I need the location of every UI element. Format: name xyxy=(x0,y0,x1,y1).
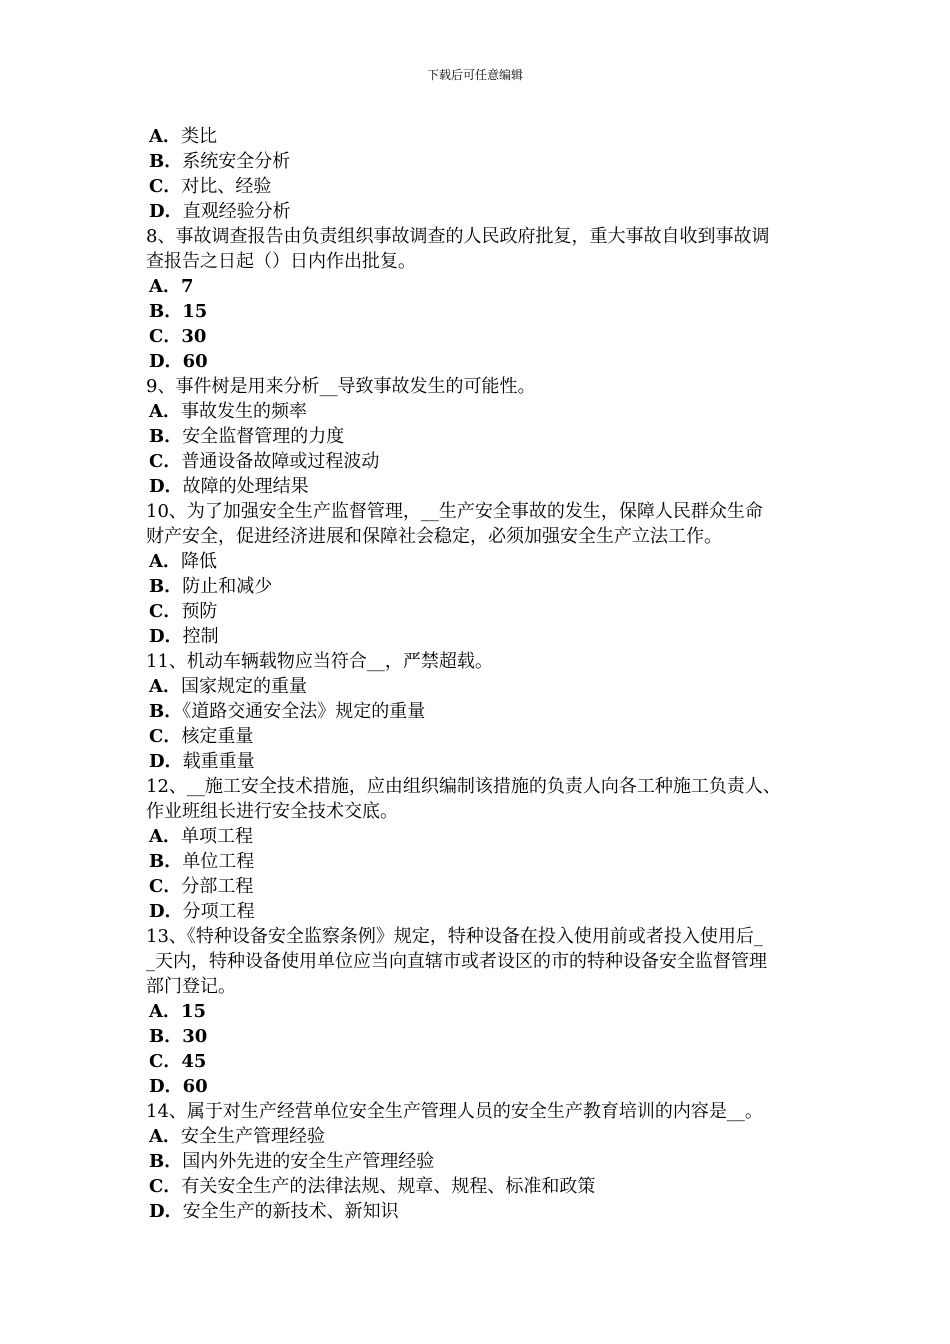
option-letter: C． xyxy=(149,876,182,897)
option-letter: D． xyxy=(149,476,183,497)
option-text: 系统安全分析 xyxy=(182,151,291,172)
option-letter: D． xyxy=(149,626,183,647)
option-letter: C． xyxy=(149,601,182,622)
question-text: 财产安全，促进经济进展和保障社会稳定，必须加强安全生产立法工作。 xyxy=(146,526,722,547)
answer-option xyxy=(146,874,836,899)
option-text: 60 xyxy=(182,351,208,372)
option-letter: D． xyxy=(149,201,183,222)
question-text: 12、__施工安全技术措施，应由组织编制该措施的负责人向各工种施工负责人、 xyxy=(146,776,781,797)
option-letter: B． xyxy=(149,301,183,322)
question-text: _天内，特种设备使用单位应当向直辖市或者设区的市的特种设备安全监督管理 xyxy=(146,951,767,972)
option-letter: A． xyxy=(149,1126,181,1147)
option-letter: D． xyxy=(149,901,183,922)
option-text: 预防 xyxy=(181,601,218,622)
question-text: 14、属于对生产经营单位安全生产管理人员的安全生产教育培训的内容是__。 xyxy=(146,1101,763,1122)
option-letter: C． xyxy=(149,1176,182,1197)
option-text: 45 xyxy=(181,1051,207,1072)
option-letter: A． xyxy=(149,276,181,297)
option-text: 故障的处理结果 xyxy=(182,476,309,497)
option-letter: C． xyxy=(149,326,182,347)
option-letter: D． xyxy=(149,1201,183,1222)
answer-option xyxy=(146,1174,836,1199)
option-letter: A． xyxy=(149,126,181,147)
option-text: 单位工程 xyxy=(182,851,255,872)
option-text: 事故发生的频率 xyxy=(180,401,307,422)
option-text: 类比 xyxy=(180,126,217,147)
answer-option xyxy=(146,274,836,299)
answer-option xyxy=(146,549,836,574)
answer-option xyxy=(146,574,836,599)
option-letter: A． xyxy=(149,401,181,422)
option-letter: B． xyxy=(149,426,183,447)
answer-option xyxy=(146,299,836,324)
answer-option xyxy=(146,1049,836,1074)
question-text: 作业班组长进行安全技术交底。 xyxy=(146,801,398,822)
option-text: 分部工程 xyxy=(181,876,254,897)
question-text: 10、为了加强安全生产监督管理，__生产安全事故的发生，保障人民群众生命 xyxy=(146,501,763,522)
answer-option xyxy=(146,1074,836,1099)
option-text: 15 xyxy=(180,1001,207,1022)
answer-option xyxy=(146,749,836,774)
answer-option xyxy=(146,699,836,724)
option-text: 分项工程 xyxy=(182,901,255,922)
answer-option xyxy=(146,424,836,449)
answer-option xyxy=(146,124,836,149)
option-text: 30 xyxy=(181,326,207,347)
option-text: 15 xyxy=(182,301,208,322)
option-letter: D． xyxy=(149,351,183,372)
option-text: 安全生产的新技术、新知识 xyxy=(182,1201,399,1222)
option-letter: C． xyxy=(149,726,182,747)
question-text: 11、机动车辆载物应当符合__，严禁超载。 xyxy=(146,651,493,672)
answer-option xyxy=(146,349,836,374)
answer-option xyxy=(146,599,836,624)
option-letter: A． xyxy=(149,676,181,697)
answer-option xyxy=(146,324,836,349)
option-letter: A． xyxy=(149,551,181,572)
document-body xyxy=(146,124,836,1224)
option-letter: B． xyxy=(149,701,183,722)
answer-option xyxy=(146,624,836,649)
question-text: 13、《特种设备安全监察条例》规定，特种设备在投入使用前或者投入使用后_ xyxy=(146,926,763,947)
option-text: 对比、经验 xyxy=(181,176,272,197)
option-letter: A． xyxy=(149,826,181,847)
option-text: 核定重量 xyxy=(181,726,254,747)
option-text: 7 xyxy=(180,276,194,297)
question-text: 9、事件树是用来分析__导致事故发生的可能性。 xyxy=(146,376,536,397)
answer-option xyxy=(146,199,836,224)
option-text: 国家规定的重量 xyxy=(180,676,307,697)
option-text: 控制 xyxy=(182,626,219,647)
answer-option xyxy=(146,474,836,499)
option-text: 《道路交通安全法》规定的重量 xyxy=(182,701,426,722)
option-text: 降低 xyxy=(180,551,217,572)
option-letter: B． xyxy=(149,151,183,172)
answer-option xyxy=(146,724,836,749)
answer-option xyxy=(146,674,836,699)
page-header: 下载后可任意编辑 xyxy=(426,68,523,82)
option-letter: D． xyxy=(149,751,183,772)
option-text: 防止和减少 xyxy=(182,576,273,597)
option-letter: B． xyxy=(149,1151,183,1172)
option-text: 30 xyxy=(182,1026,208,1047)
option-text: 有关安全生产的法律法规、规章、规程、标准和政策 xyxy=(181,1176,596,1197)
option-text: 安全监督管理的力度 xyxy=(182,426,345,447)
question-text: 8、事故调查报告由负责组织事故调查的人民政府批复，重大事故自收到事故调 xyxy=(146,226,770,247)
option-letter: A． xyxy=(149,1001,181,1022)
option-letter: C． xyxy=(149,451,182,472)
option-text: 单项工程 xyxy=(180,826,253,847)
option-letter: C． xyxy=(149,1051,182,1072)
option-text: 安全生产管理经验 xyxy=(180,1126,325,1147)
answer-option xyxy=(146,849,836,874)
question-text: 查报告之日起（）日内作出批复。 xyxy=(146,251,416,272)
answer-option xyxy=(146,149,836,174)
answer-option xyxy=(146,449,836,474)
answer-option xyxy=(146,1199,836,1224)
answer-option xyxy=(146,399,836,424)
answer-option xyxy=(146,1024,836,1049)
option-letter: B． xyxy=(149,576,183,597)
option-letter: B． xyxy=(149,1026,183,1047)
option-text: 载重重量 xyxy=(182,751,255,772)
option-text: 普通设备故障或过程波动 xyxy=(181,451,380,472)
answer-option xyxy=(146,174,836,199)
option-text: 直观经验分析 xyxy=(182,201,291,222)
question-text: 部门登记。 xyxy=(146,976,236,997)
option-letter: C． xyxy=(149,176,182,197)
answer-option xyxy=(146,899,836,924)
answer-option xyxy=(146,999,836,1024)
option-letter: B． xyxy=(149,851,183,872)
answer-option xyxy=(146,824,836,849)
option-letter: D． xyxy=(149,1076,183,1097)
answer-option xyxy=(146,1149,836,1174)
option-text: 60 xyxy=(182,1076,208,1097)
answer-option xyxy=(146,1124,836,1149)
option-text: 国内外先进的安全生产管理经验 xyxy=(182,1151,435,1172)
